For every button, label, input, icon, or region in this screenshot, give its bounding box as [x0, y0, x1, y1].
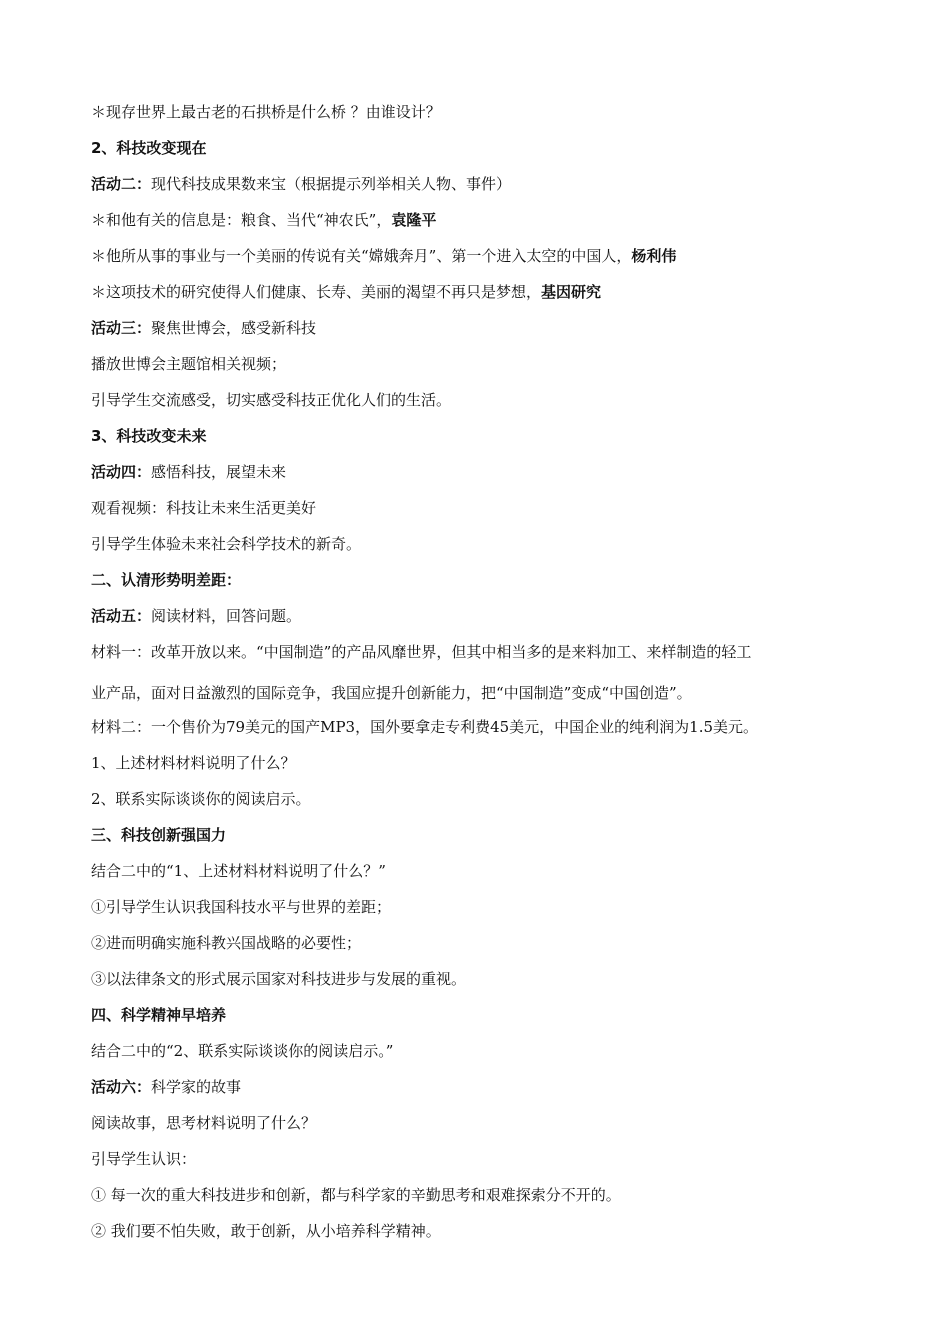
activity-6-point-2: ② 我们要不怕失败，敢于创新，从小培养科学精神。 [91, 1222, 441, 1240]
activity-4-line-1: 观看视频：科技让未来生活更美好 [91, 499, 317, 517]
activity-6-point-1: ① 每一次的重大科技进步和创新，都与科学家的辛勤思考和艰难探索分不开的。 [91, 1186, 621, 1204]
hint-2-text: ＊他所从事的事业与一个美丽的传说有关“嫦娥奔月”、第一个进入太空的中国人， [91, 247, 632, 265]
hint-1 [91, 210, 890, 230]
activity-4 [91, 462, 890, 482]
material-1-line-1: 材料一：改革开放以来。“中国制造”的产品风靡世界，但其中相当多的是来料加工、来样制造的轻工 [91, 643, 752, 661]
hint-3-text: ＊这项技术的研究使得人们健康、长寿、美丽的渴望不再只是梦想， [91, 283, 542, 301]
activity-6-text: 科学家的故事 [151, 1078, 242, 1096]
section-3-point-3: ③以法律条文的形式展示国家对科技进步与发展的重视。 [91, 970, 467, 988]
activity-4-line-2: 引导学生体验未来社会科学技术的新奇。 [91, 535, 362, 553]
hint-2-answer: 杨利伟 [631, 247, 677, 265]
question-2: 2、联系实际谈谈你的阅读启示。 [91, 790, 311, 808]
heading-section-4: 四、科学精神早培养 [91, 1006, 227, 1024]
activity-4-label: 活动四： [91, 463, 152, 481]
question-1: 1、上述材料材料说明了什么？ [91, 754, 296, 772]
hint-1-text: ＊和他有关的信息是：粮食、当代“神农氏”， [91, 211, 392, 229]
activity-5-label: 活动五： [91, 607, 152, 625]
section-3-intro: 结合二中的“1、上述材料材料说明了什么？” [91, 862, 386, 880]
material-1-line-2: 业产品，面对日益激烈的国际竞争，我国应提升创新能力，把“中国制造”变成“中国创造”。 [91, 684, 692, 702]
hint-3-answer: 基因研究 [541, 283, 602, 301]
activity-5-text: 阅读材料，回答问题。 [151, 607, 302, 625]
question-bridge: ＊现存世界上最古老的石拱桥是什么桥 ？由谁设计？ [91, 103, 441, 121]
hint-3 [91, 282, 890, 302]
material-2: 材料二：一个售价为79美元的国产MP3，国外要拿走专利费45美元，中国企业的纯利润为1.5美元。 [91, 718, 759, 736]
section-3-point-1: ①引导学生认识我国科技水平与世界的差距； [91, 898, 392, 916]
activity-3 [91, 318, 890, 338]
section-3-point-2: ②进而明确实施科教兴国战略的必要性； [91, 934, 362, 952]
heading-section-2: 二、认清形势明差距： [91, 571, 242, 589]
activity-6 [91, 1077, 890, 1097]
activity-2-label: 活动二： [91, 175, 152, 193]
activity-2 [91, 174, 890, 194]
heading-future: 3、科技改变未来 [91, 427, 207, 445]
activity-3-text: 聚焦世博会，感受新科技 [151, 319, 317, 337]
activity-3-line-1: 播放世博会主题馆相关视频； [91, 355, 287, 373]
activity-3-line-2: 引导学生交流感受，切实感受科技正优化人们的生活。 [91, 391, 452, 409]
activity-2-text: 现代科技成果数来宝（根据提示列举相关人物、事件） [151, 175, 512, 193]
activity-3-label: 活动三： [91, 319, 152, 337]
hint-1-answer: 袁隆平 [391, 211, 437, 229]
activity-5 [91, 606, 890, 626]
heading-present: 2、科技改变现在 [91, 139, 207, 157]
hint-2 [91, 246, 890, 266]
activity-6-line-2: 引导学生认识： [91, 1150, 197, 1168]
activity-6-label: 活动六： [91, 1078, 152, 1096]
activity-6-line-1: 阅读故事，思考材料说明了什么？ [91, 1114, 317, 1132]
activity-4-text: 感悟科技，展望未来 [151, 463, 287, 481]
section-4-intro: 结合二中的“2、联系实际谈谈你的阅读启示。” [91, 1042, 394, 1060]
heading-section-3: 三、科技创新强国力 [91, 826, 227, 844]
